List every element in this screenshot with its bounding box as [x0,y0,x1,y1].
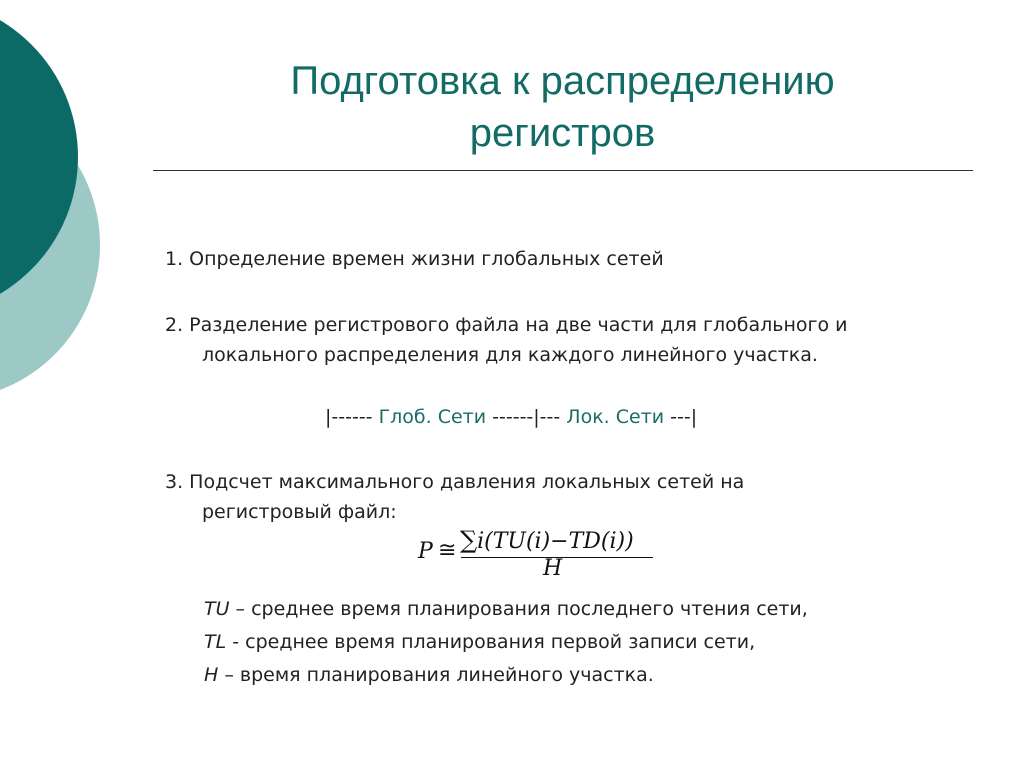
list-item-1-text: 1. Определение времен жизни глобальных сетей [165,248,664,270]
definition-tu [204,594,808,624]
list-item-3 [165,467,744,527]
list-item-3-line1: 3. Подсчет максимального давления локальных сетей на [165,471,745,493]
list-item-1 [165,244,664,274]
split-left-dashes: |------ [325,406,379,428]
list-item-3-line2: регистровый файл: [202,501,397,523]
list-item-2 [165,310,848,370]
split-middle-dashes: ------|--- [486,406,567,428]
list-item-2-line1: 2. Разделение регистрового файла на две части для глобального и [165,314,848,336]
split-global-label: Глоб. Сети [378,406,487,428]
formula-lhs: P [418,539,433,564]
sigma-icon: ∑ [460,526,478,554]
definition-tl-text: - среднее время планирования первой записи сети, [226,631,756,653]
definition-tu-symbol: TU [204,598,230,620]
split-right-dashes: ---| [664,406,698,428]
slide-title-line1: Подготовка к распределению [290,59,835,103]
formula-numerator-expr: i(TU(i)−TD(i)) [477,529,634,554]
formula-numerator [460,526,634,554]
definition-tl-symbol: TL [204,631,227,653]
list-item-2-line2: локального распределения для каждого линейного участка. [202,344,818,366]
register-split-diagram [325,402,697,432]
definition-h-symbol: H [204,664,219,686]
title-divider [153,170,973,171]
formula-denominator: H [543,556,563,581]
slide-title-line2: регистров [469,111,656,155]
definition-h-text: – время планирования линейного участка. [218,664,654,686]
definition-tl [204,627,755,657]
slide-title [150,55,975,159]
formula-approx-sign: ≅ [438,538,457,563]
definition-h [204,660,654,690]
definition-tu-text: – среднее время планирования последнего чтения сети, [229,598,808,620]
split-local-label: Лок. Сети [566,406,665,428]
